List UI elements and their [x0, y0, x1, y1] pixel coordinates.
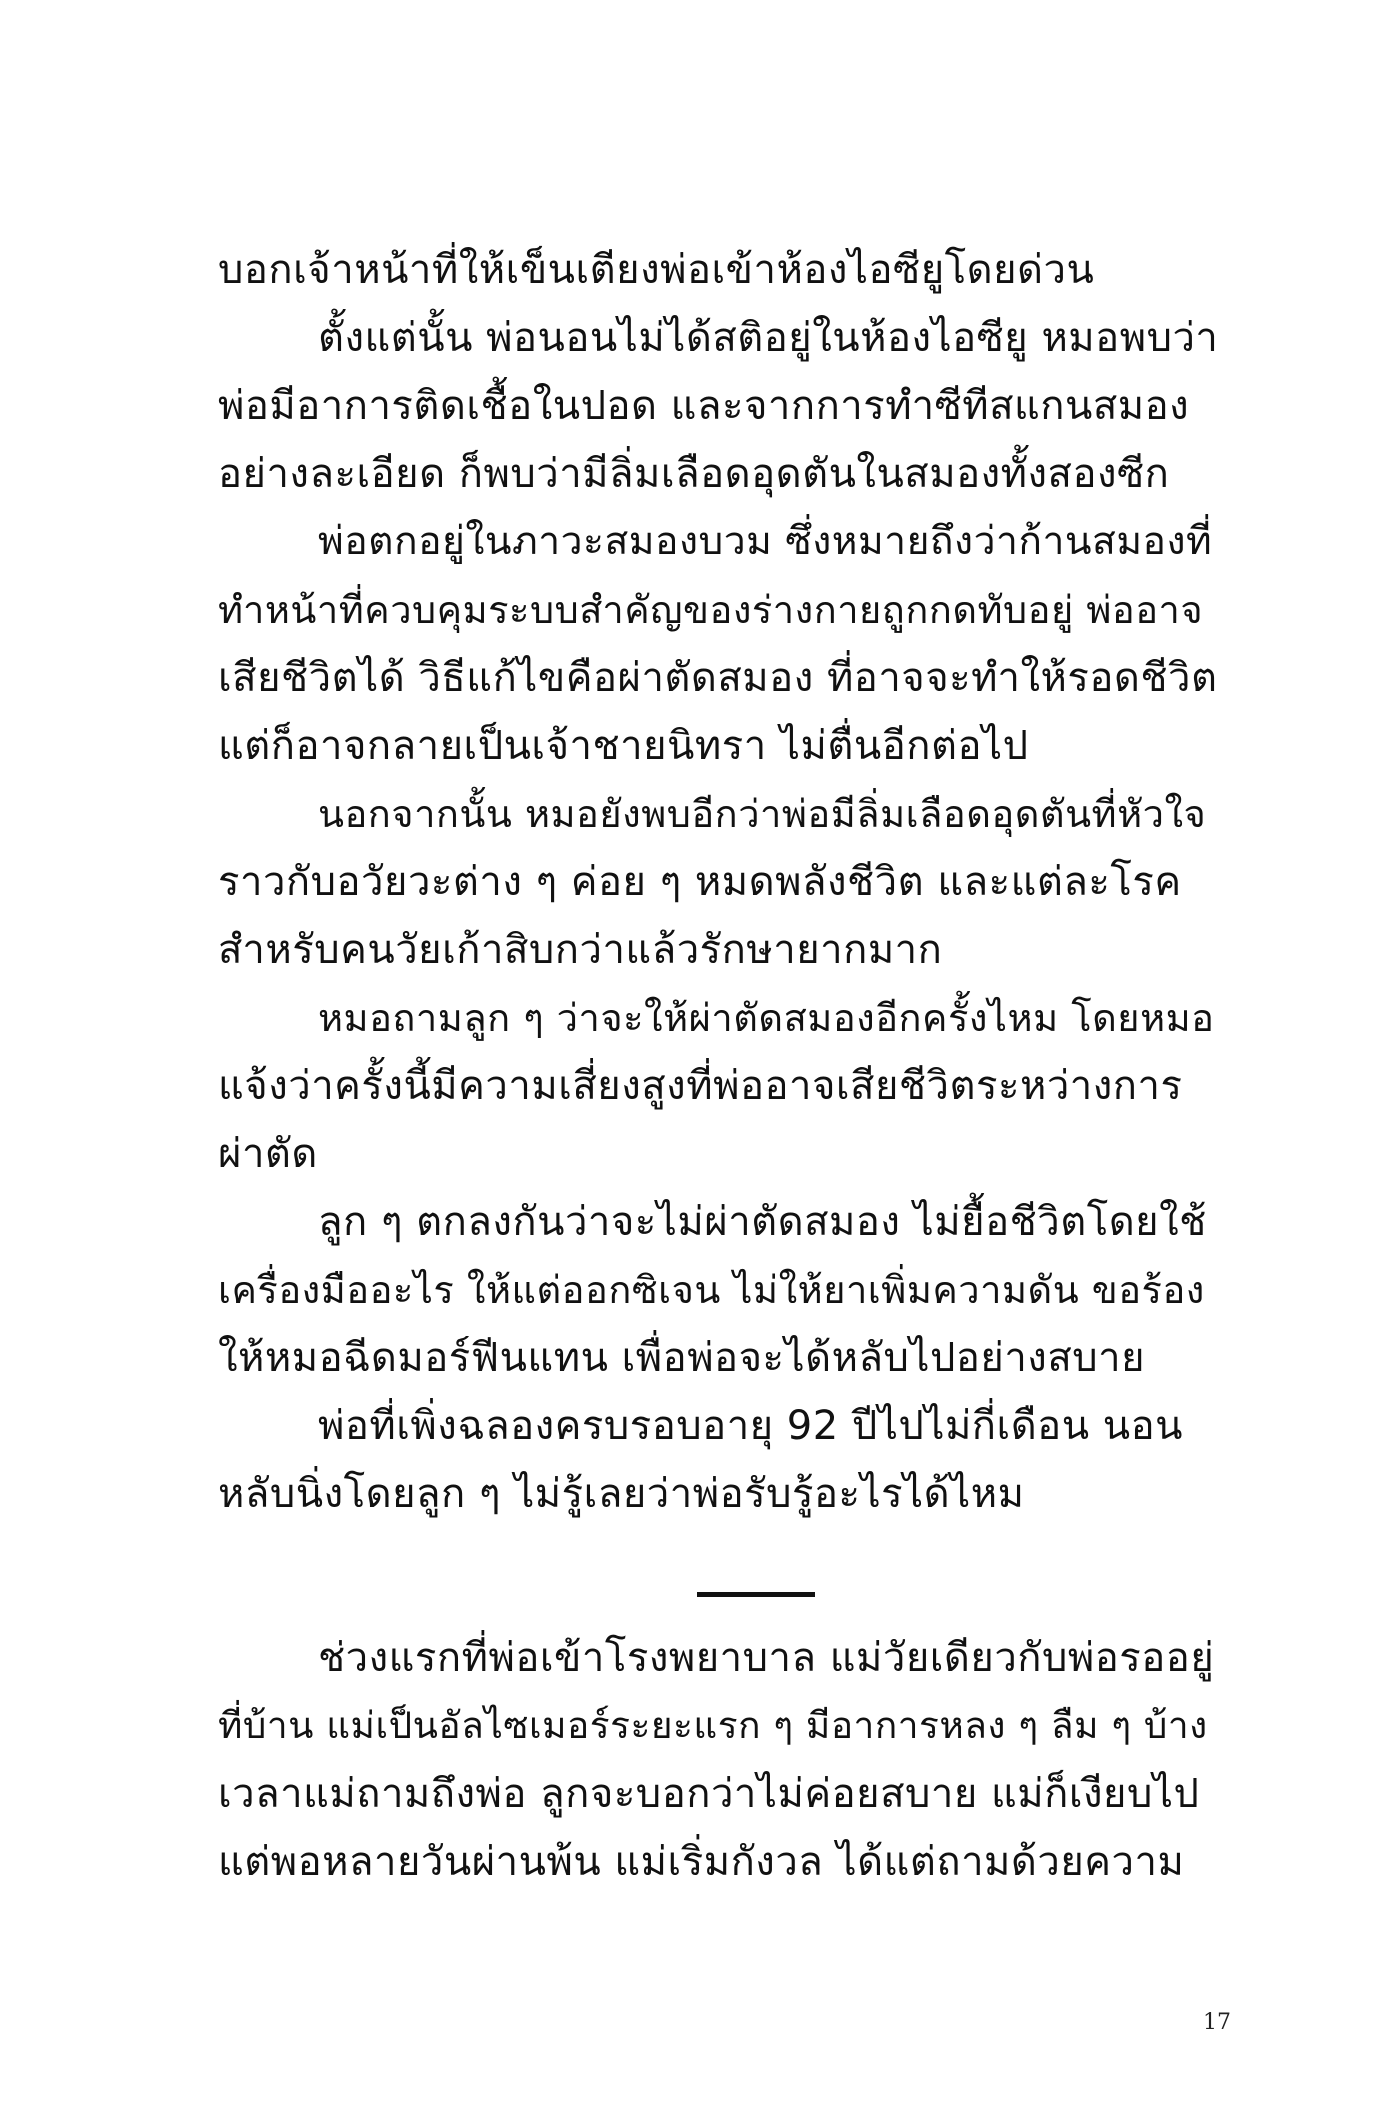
text-line: หลับนิ่งโดยลูก ๆ ไม่รู้เลยว่าพ่อรับรู้อะไรได้ไหม [218, 1471, 1025, 1517]
text-line: แจ้งว่าครั้งนี้มีความเสี่ยงสูงที่พ่ออาจเสียชีวิตระหว่างการ [218, 1063, 1183, 1109]
text-line: ให้หมอฉีดมอร์ฟีนแทน เพื่อพ่อจะได้หลับไปอย่างสบาย [218, 1335, 1146, 1381]
text-line: เสียชีวิตได้ วิธีแก้ไขคือผ่าตัดสมอง ที่อาจจะทำให้รอดชีวิต [218, 655, 1218, 701]
page-number: 17 [1203, 2010, 1231, 2035]
text-line: เครื่องมืออะไร ให้แต่ออกซิเจน ไม่ให้ยาเพิ่มความดัน ขอร้อง [218, 1268, 1205, 1312]
text-line: บอกเจ้าหน้าที่ให้เข็นเตียงพ่อเข้าห้องไอซียูโดยด่วน [218, 247, 1095, 293]
text-line: ทำหน้าที่ควบคุมระบบสำคัญของร่างกายถูกกดทับอยู่ พ่ออาจ [218, 588, 1204, 632]
text-line: พ่อที่เพิ่งฉลองครบรอบอายุ 92 ปีไปไม่กี่เดือน นอน [318, 1403, 1183, 1449]
text-line: พ่อตกอยู่ในภาวะสมองบวม ซึ่งหมายถึงว่าก้านสมองที่ [318, 519, 1213, 564]
text-line: สำหรับคนวัยเก้าสิบกว่าแล้วรักษายากมาก [218, 927, 943, 973]
text-line: นอกจากนั้น หมอยังพบอีกว่าพ่อมีลิ่มเลือดอุดตันที่หัวใจ [318, 792, 1207, 836]
text-line: อย่างละเอียด ก็พบว่ามีลิ่มเลือดอุดตันในสมองทั้งสองซีก [218, 451, 1170, 497]
text-line: ตั้งแต่นั้น พ่อนอนไม่ได้สติอยู่ในห้องไอซียู หมอพบว่า [318, 315, 1219, 361]
text-line: ผ่าตัด [218, 1131, 318, 1177]
section-divider [697, 1592, 815, 1597]
text-line: แต่ก็อาจกลายเป็นเจ้าชายนิทรา ไม่ตื่นอีกต่อไป [218, 723, 1029, 769]
text-line: ที่บ้าน แม่เป็นอัลไซเมอร์ระยะแรก ๆ มีอาการหลง ๆ ลืม ๆ บ้าง [218, 1704, 1208, 1747]
text-line: หมอถามลูก ๆ ว่าจะให้ผ่าตัดสมองอีกครั้งไหม โดยหมอ [318, 996, 1215, 1040]
text-line: ราวกับอวัยวะต่าง ๆ ค่อย ๆ หมดพลังชีวิต และแต่ละโรค [218, 859, 1182, 905]
text-line: เวลาแม่ถามถึงพ่อ ลูกจะบอกว่าไม่ค่อยสบาย แม่ก็เงียบไป [218, 1771, 1200, 1817]
text-line: แต่พอหลายวันผ่านพ้น แม่เริ่มกังวล ได้แต่ถามด้วยความ [218, 1839, 1185, 1885]
text-line: ลูก ๆ ตกลงกันว่าจะไม่ผ่าตัดสมอง ไม่ยื้อชีวิตโดยใช้ [318, 1199, 1207, 1245]
text-line: ช่วงแรกที่พ่อเข้าโรงพยาบาล แม่วัยเดียวกับพ่อรออยู่ [318, 1635, 1215, 1681]
text-line: พ่อมีอาการติดเชื้อในปอด และจากการทำซีทีสแกนสมอง [218, 383, 1190, 429]
